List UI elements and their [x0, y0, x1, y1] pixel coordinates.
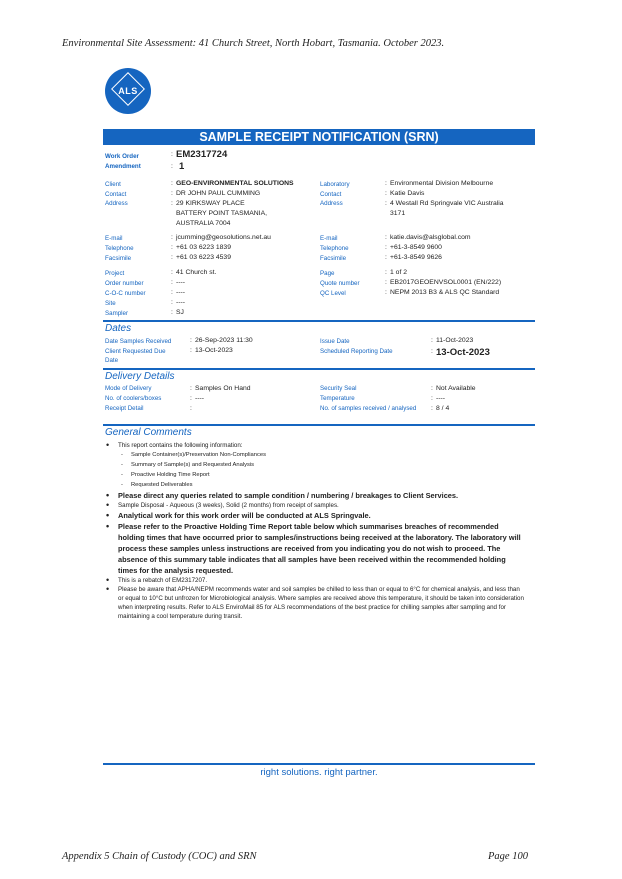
requested-value: 13-Oct-2023 — [195, 347, 233, 354]
laboratory-label: Laboratory — [320, 181, 350, 188]
project-label: Project — [105, 270, 125, 277]
order-value: ---- — [176, 279, 186, 286]
telephone-label: Telephone — [105, 245, 134, 252]
delivery-rule — [103, 368, 535, 370]
quote-label: Quote number — [320, 280, 360, 287]
lab-facsimile-label: Facsimile — [320, 255, 347, 262]
seal-value: Not Available — [436, 385, 476, 392]
site-value: ---- — [176, 299, 186, 306]
requested-label: Client Requested Due — [105, 348, 166, 355]
sampler-label: Sampler — [105, 310, 129, 317]
comments-rule — [103, 424, 535, 426]
page-label: Page — [320, 270, 335, 277]
requested-label-date: Date — [105, 357, 119, 364]
lab-address-line1: 4 Westall Rd Springvale VIC Australia — [390, 200, 504, 207]
mode-label: Mode of Delivery — [105, 385, 152, 392]
project-value: 41 Church st. — [176, 269, 217, 276]
coc-label: C-O-C number — [105, 290, 146, 297]
comment-sub-2: - Summary of Sample(s) and Requested Analysis — [105, 460, 525, 470]
page-value: 1 of 2 — [390, 269, 408, 276]
issue-label: Issue Date — [320, 338, 350, 345]
receipt-label: Receipt Detail — [105, 405, 144, 412]
logo-text: ALS — [118, 86, 138, 96]
work-order-value: EM2317724 — [176, 149, 228, 160]
quote-value: EB2017GEOENVSOL0001 (EN/222) — [390, 279, 502, 286]
temp-value: ---- — [436, 395, 446, 402]
client-email[interactable]: jcumming@geosolutions.net.au — [176, 234, 271, 241]
facsimile-label: Facsimile — [105, 255, 132, 262]
amendment-label: Amendment — [105, 163, 141, 170]
delivery-heading: Delivery Details — [105, 371, 175, 382]
lab-email[interactable]: katie.davis@alsglobal.com — [390, 234, 471, 241]
client-telephone: +61 03 6223 1839 — [176, 244, 231, 251]
srn-title: SAMPLE RECEIPT NOTIFICATION (SRN) — [103, 129, 535, 145]
coc-value: ---- — [176, 289, 186, 296]
lab-facsimile: +61-3-8549 9626 — [390, 254, 442, 261]
lab-contact-label: Contact — [320, 191, 342, 198]
mode-value: Samples On Hand — [195, 385, 251, 392]
scheduled-label: Scheduled Reporting Date — [320, 348, 393, 355]
lab-telephone: +61-3-8549 9600 — [390, 244, 442, 251]
tagline: right solutions. right partner. — [260, 767, 378, 778]
comment-rebatch: • This is a rebatch of EM2317207. — [105, 576, 525, 585]
qc-value: NEPM 2013 B3 & ALS QC Standard — [390, 289, 500, 296]
footer-appendix: Appendix 5 Chain of Custody (COC) and SRN — [62, 851, 257, 862]
comment-sub-4: - Requested Deliverables — [105, 480, 525, 490]
comment-sub-1: - Sample Container(s)/Preservation Non-Compliances — [105, 450, 525, 460]
lab-contact-value: Katie Davis — [390, 190, 425, 197]
coolers-label: No. of coolers/boxes — [105, 395, 162, 402]
order-label: Order number — [105, 280, 144, 287]
work-order-label: Work Order — [105, 153, 139, 160]
samples-value: 8 / 4 — [436, 405, 450, 412]
dates-rule — [103, 320, 535, 322]
client-value: GEO-ENVIRONMENTAL SOLUTIONS — [176, 180, 294, 187]
comment-holding-time: • Please refer to the Proactive Holding Time Report table below which summarises breaches of recommended holding times that have occurred prior to samples/instructions being received at the laboratory. The laboratory will process these samples unless instructions are received from you indicating you do not wish to proceed. The absence of this summary table indicates that all samples have been received within the recommended holding times for the analysis requested. — [105, 521, 525, 576]
lab-address-label: Address — [320, 200, 343, 207]
address-label: Address — [105, 200, 128, 207]
address-line2: BATTERY POINT TASMANIA, — [176, 210, 268, 217]
sampler-value: SJ — [176, 309, 184, 316]
als-logo — [105, 68, 151, 114]
scheduled-value: 13-Oct-2023 — [436, 347, 490, 358]
issue-value: 11-Oct-2023 — [436, 337, 474, 344]
laboratory-value: Environmental Division Melbourne — [390, 180, 494, 187]
footer-rule — [103, 763, 535, 765]
comments-heading: General Comments — [105, 427, 192, 438]
amendment-value: 1 — [179, 161, 185, 172]
general-comments-list — [105, 441, 525, 621]
received-label: Date Samples Received — [105, 338, 172, 345]
footer-page-number: Page 100 — [488, 851, 528, 862]
comment-intro: • This report contains the following information: — [105, 441, 525, 450]
comment-disposal: • Sample Disposal - Aqueous (3 weeks), Solid (2 months) from receipt of samples. — [105, 501, 525, 510]
site-label: Site — [105, 300, 116, 307]
lab-telephone-label: Telephone — [320, 245, 349, 252]
received-value: 26-Sep-2023 11:30 — [195, 337, 253, 344]
comment-springvale: • Analytical work for this work order will be conducted at ALS Springvale. — [105, 510, 525, 521]
seal-label: Security Seal — [320, 385, 357, 392]
coolers-value: ---- — [195, 395, 205, 402]
lab-email-label: E-mail — [320, 235, 338, 242]
address-line1: 29 KIRKSWAY PLACE — [176, 200, 245, 207]
comment-temperature: • Please be aware that APHA/NEPM recommends water and soil samples be chilled to less than or equal to 6°C for chemical analysis, and less than or equal to 10°C but unfrozen for Microbiological analysis. Where samples are received above this temperature, it should be taken into consideration when interpreting results. Refer to ALS EnviroMail 85 for ALS recommendations of the best practice for chilling samples after sampling and for maintaining a cool temperature during transit. — [105, 585, 525, 621]
dates-heading: Dates — [105, 323, 132, 334]
lab-address-line2: 3171 — [390, 210, 406, 217]
temp-label: Temperature — [320, 395, 355, 402]
address-line3: AUSTRALIA 7004 — [176, 220, 231, 227]
client-facsimile: +61 03 6223 4539 — [176, 254, 231, 261]
client-label: Client — [105, 181, 121, 188]
contact-value: DR JOHN PAUL CUMMING — [176, 190, 261, 197]
page-header: Environmental Site Assessment: 41 Church Street, North Hobart, Tasmania. October 2023. — [62, 38, 445, 49]
qc-label: QC Level — [320, 290, 346, 297]
contact-label: Contact — [105, 191, 127, 198]
comment-sub-3: - Proactive Holding Time Report — [105, 470, 525, 480]
comment-queries: • Please direct any queries related to sample condition / numbering / breakages to Client Services. — [105, 490, 525, 501]
email-label: E-mail — [105, 235, 123, 242]
samples-label: No. of samples received / analysed — [320, 405, 417, 412]
